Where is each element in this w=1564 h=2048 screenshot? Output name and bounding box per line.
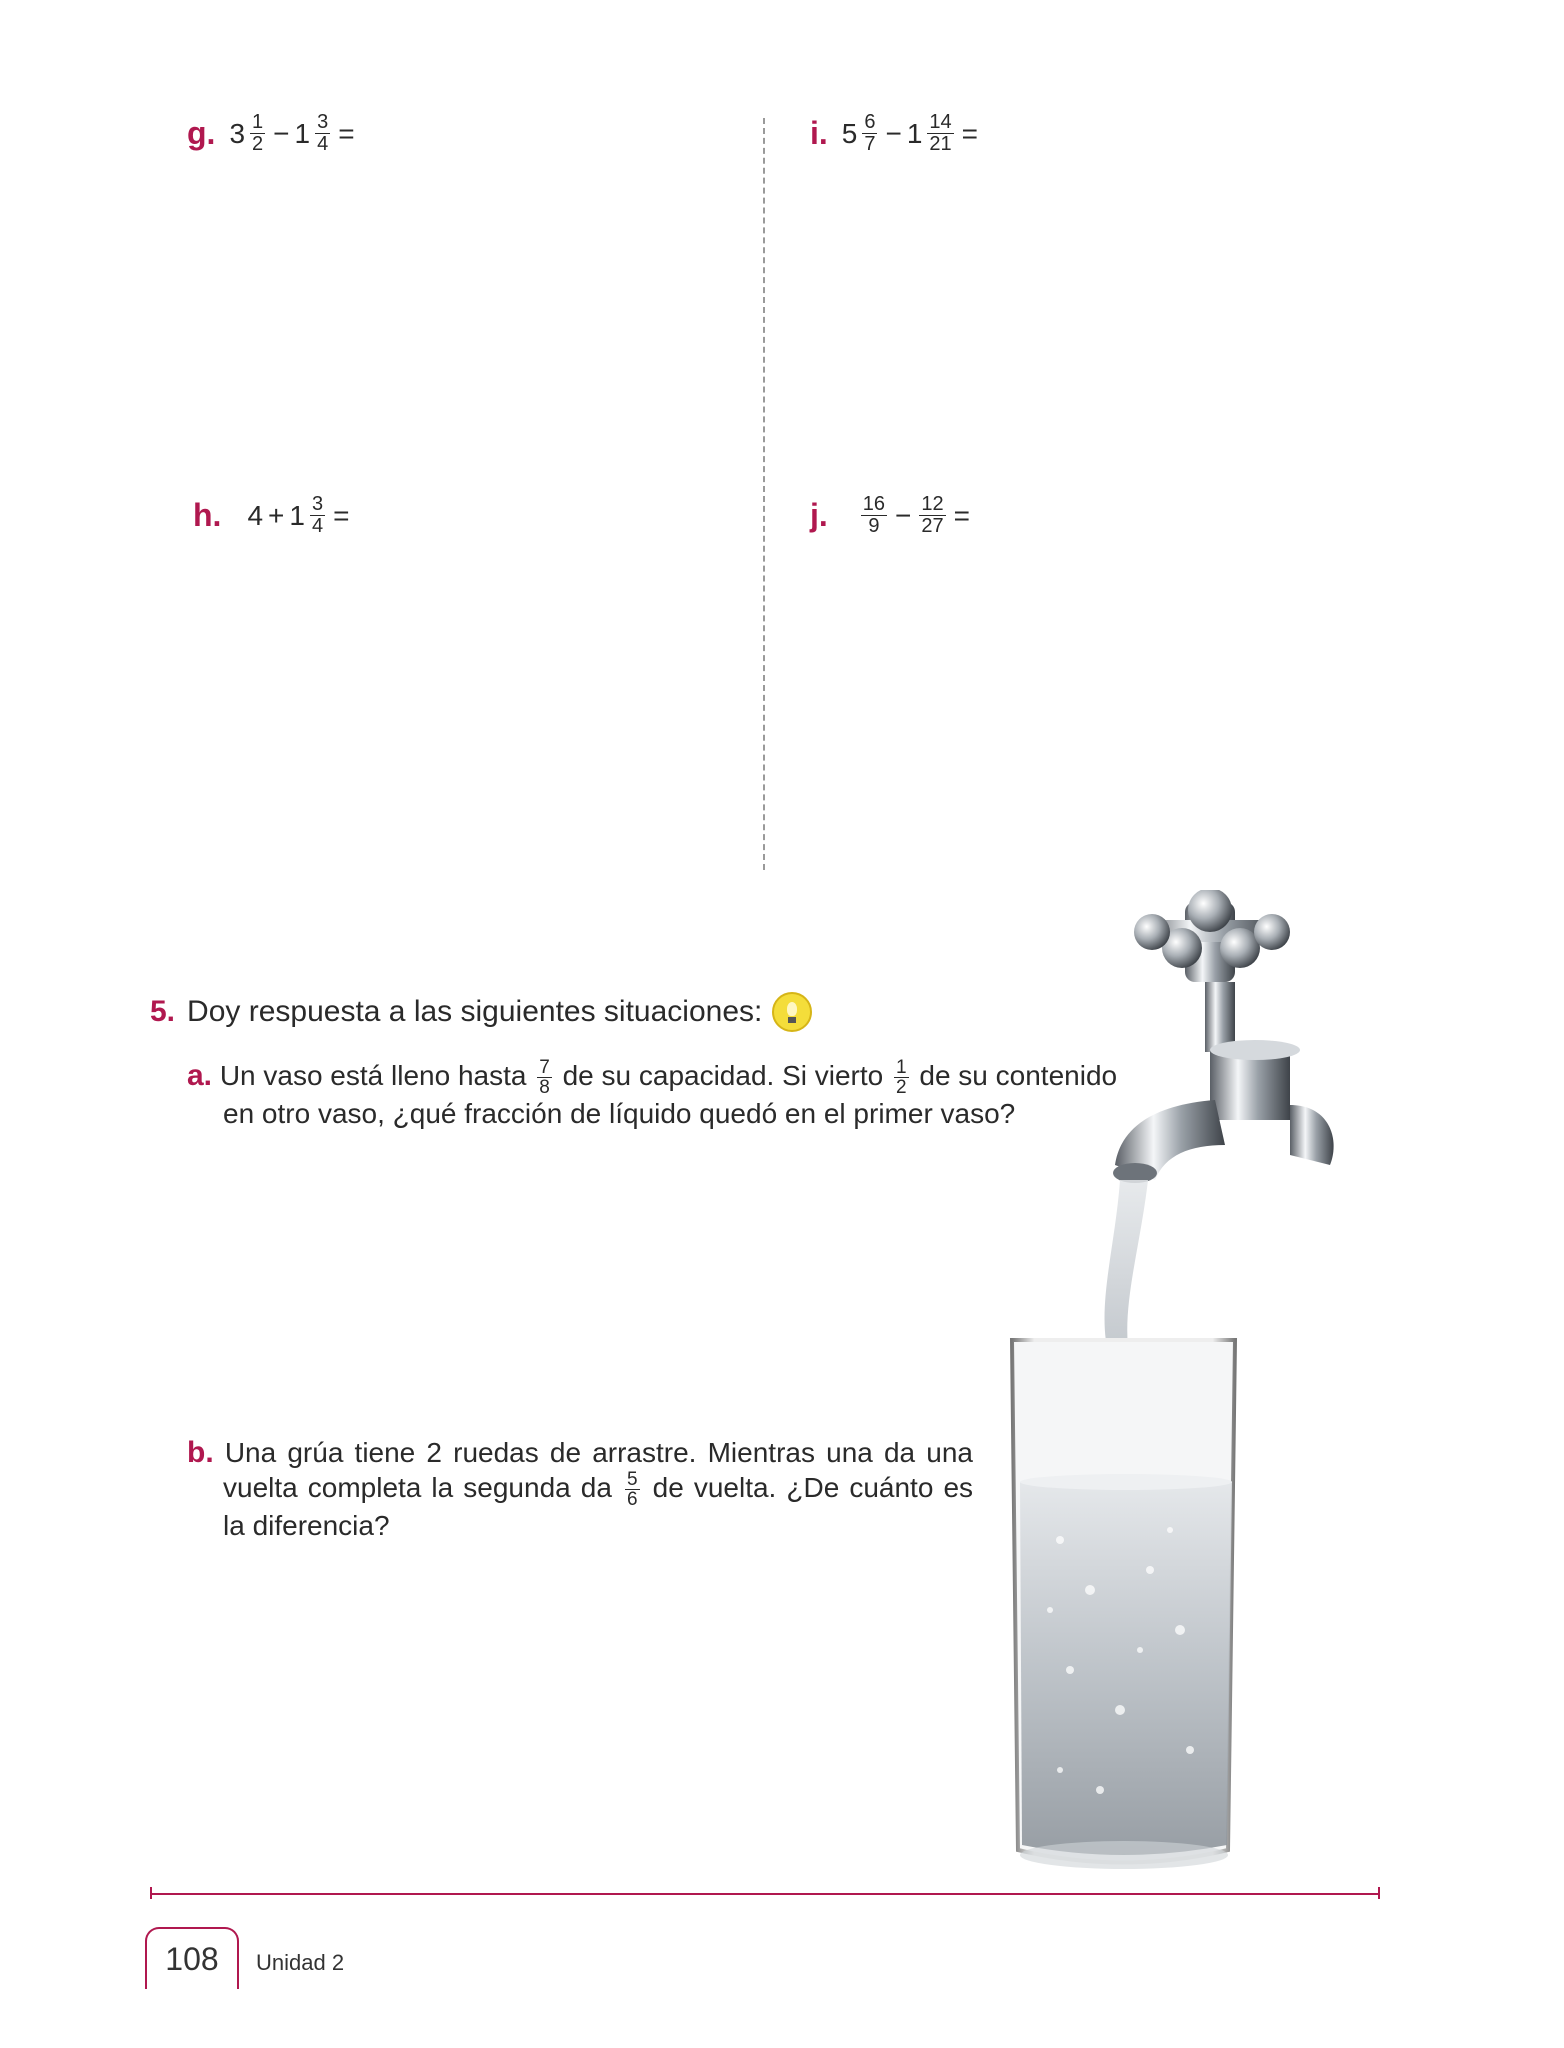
- numerator: 16: [862, 493, 886, 515]
- item-text: Un vaso está lleno hasta: [219, 1059, 527, 1091]
- page-number: 108: [145, 1927, 239, 1989]
- question-5b: [187, 1436, 973, 1543]
- numerator: 3: [311, 493, 324, 515]
- exercise-label: i.: [810, 115, 828, 151]
- fraction: [927, 112, 953, 155]
- denominator: 21: [929, 133, 952, 155]
- operator: −: [273, 117, 290, 149]
- denominator: 2: [896, 1077, 907, 1098]
- equals-sign: =: [338, 117, 355, 149]
- numerator: 7: [539, 1057, 550, 1078]
- exercise-label: g.: [187, 115, 216, 151]
- denominator: 4: [311, 515, 324, 537]
- item-text: de su contenido: [919, 1059, 1118, 1091]
- fraction: [862, 112, 877, 155]
- fraction: [250, 112, 265, 155]
- whole-number: 3: [229, 117, 246, 149]
- lightbulb-icon: [772, 992, 812, 1032]
- footer-rule-tick: [1378, 1887, 1380, 1899]
- fraction: [310, 494, 325, 537]
- exercise-label: h.: [193, 497, 222, 533]
- question-5-title: [150, 992, 812, 1032]
- item-label: a.: [187, 1058, 213, 1092]
- footer-rule: [150, 1893, 1380, 1895]
- fraction: [919, 494, 945, 537]
- numerator: 5: [626, 1469, 638, 1490]
- numerator: 6: [864, 111, 876, 133]
- faucet-glass-illustration: [1000, 890, 1400, 1880]
- numerator: 1: [896, 1057, 907, 1078]
- exercise-h: [193, 494, 354, 537]
- numerator: 12: [921, 493, 944, 515]
- operator: −: [885, 117, 902, 149]
- fraction: [315, 112, 330, 155]
- equals-sign: =: [961, 117, 979, 149]
- whole-number: 5: [841, 117, 858, 149]
- denominator: 4: [317, 133, 329, 155]
- numerator: 3: [317, 111, 329, 133]
- operator: −: [895, 499, 912, 531]
- whole-number: 1: [289, 499, 305, 531]
- fraction: [537, 1058, 552, 1097]
- item-text: de su capacidad. Si vierto: [562, 1059, 884, 1091]
- numerator: 14: [929, 111, 952, 133]
- exercise-i: [810, 112, 983, 155]
- item-text: de vuelta. ¿De cuánto es la diferencia?: [223, 1471, 974, 1541]
- item-label: b.: [187, 1436, 214, 1469]
- denominator: 2: [252, 133, 264, 155]
- exercise-label: j.: [810, 497, 828, 533]
- whole-number: 1: [906, 117, 923, 149]
- fraction: [625, 1470, 640, 1509]
- equals-sign: =: [333, 499, 350, 531]
- question-5a-line-1: [187, 1057, 1118, 1098]
- denominator: 7: [864, 133, 876, 155]
- exercise-g: [187, 112, 360, 155]
- denominator: 6: [626, 1489, 638, 1510]
- exercise-j: [810, 494, 975, 537]
- whole-number: 4: [247, 499, 264, 531]
- question-title: Doy respuesta a las siguientes situaciones:: [187, 995, 763, 1028]
- question-5a-line-2: en otro vaso, ¿qué fracción de líquido quedó en el primer vaso?: [223, 1098, 1016, 1129]
- footer-rule-tick: [150, 1887, 152, 1899]
- column-divider: [763, 118, 765, 870]
- denominator: 27: [921, 515, 944, 537]
- question-5a: [187, 1057, 1118, 1131]
- item-text: Una grúa tiene 2 ruedas de arrastre. Mientras una da una vuelta completa la segunda da: [223, 1437, 974, 1503]
- question-number: 5.: [150, 995, 176, 1028]
- operator: +: [268, 499, 285, 531]
- fraction: [894, 1058, 909, 1097]
- equals-sign: =: [953, 499, 970, 531]
- fraction: [861, 494, 887, 537]
- denominator: 8: [539, 1077, 550, 1098]
- unit-label: Unidad 2: [256, 1950, 345, 1975]
- denominator: 9: [868, 515, 880, 537]
- whole-number: 1: [294, 117, 311, 149]
- numerator: 1: [252, 111, 264, 133]
